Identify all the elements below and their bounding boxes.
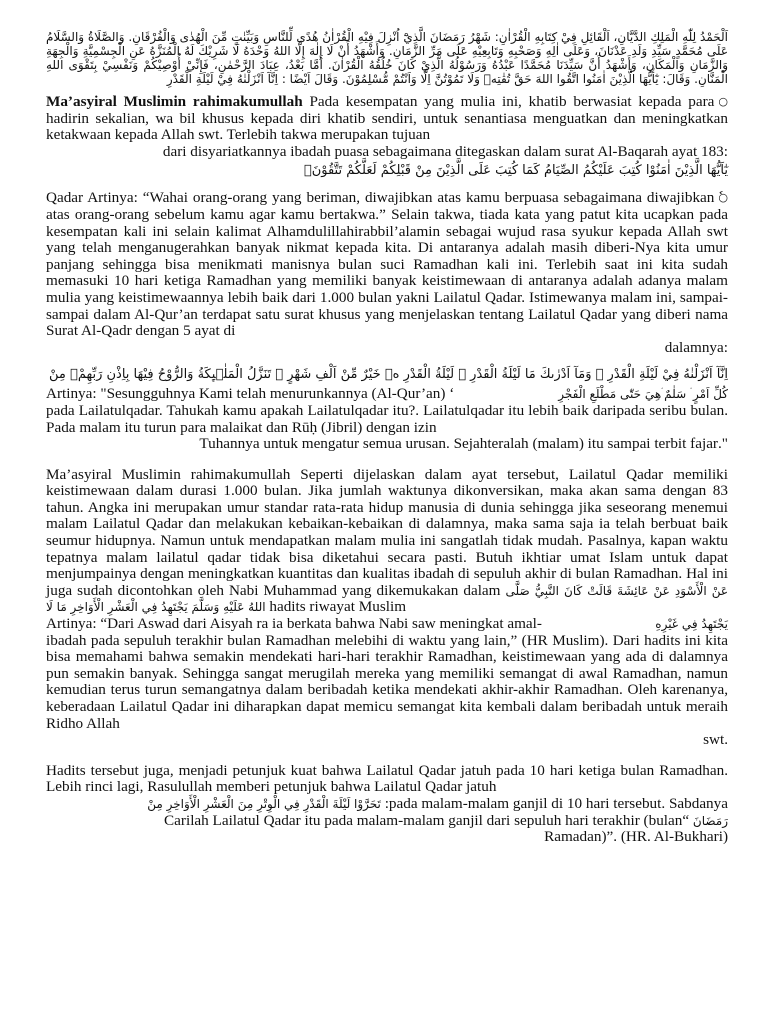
paragraph-last-line: Ramadan)”. (HR. Al-Bukhari)	[544, 828, 728, 846]
opening-arabic-text: اَلْحَمْدُ لِلّٰهِ الْمَلِكِ الدَّيَّانِ، اَلْقَائِلِ فِيْ كِتَابِهِ الْقُرْاٰنِ: شَهْرُ رَمَضَانَ الَّذِيْٓ اُنْزِلَ فِيْهِ الْقُرْاٰنُ هُدًى لِّلنَّاسِ وَبَيِّنٰتٍ مِّنَ الْهُدٰى وَالْفُرْقَانِ. وَالصَّلَاةُ وَالسَّلَامُ عَلَى مُحَمَّدٍ سَيِّدِ وَلَدِ عَدْنَانَ، وَعَلَى اٰلِهِ وَصَحْبِهِ وَتَابِعِيْهِ عَلَى مَرِّ الزَّمَانِ. وَأَشْهَدُ أَنْ لَا إِلٰهَ إِلَّا اللهُ وَحْدَهُ لَا شَرِيْكَ لَهُ الْمُنَزَّهُ عَنِ الْجِسْمِيَّةِ وَالْجِهَةِ وَالزَّمَانِ وَالْمَكَانِ، وَأَشْهَدُ أَنَّ سَيِّدَنَا مُحَمَّدًا عَبْدُهُ وَرَسُوْلُهُ الَّذِيْ كَانَ خُلُقُهُ الْقُرْاٰنَ. أَمَّا بَعْدُ، عِبَادَ الرَّحْمٰنِ، فَإِنِّيْ أُوْصِيْكُمْ وَنَفْسِيْ بِتَقْوَى اللهِ الْمَنَّانِ. وَقَالَ: يٰٓأَيُّهَا الَّذِيْنَ اٰمَنُوا اتَّقُوا اللهَ حَقَّ تُقٰتِهٖ وَلَا تَمُوْتُنَّ اِلَّا وَاَنْتُمْ مُّسْلِمُوْنَ. وَقَالَ اَيْضًا : اِنَّآ اَنْزَلْنٰهُ فِيْ لَيْلَةِ الْقَدْرِ	[46, 30, 728, 86]
paragraph-last-line: ".Tuhannya untuk mengatur semua urusan. Sejahteralah (malam) itu sampai terbit fajar	[199, 435, 728, 453]
paragraph-line-with-arabic	[46, 796, 728, 813]
paragraph-surah-translation	[46, 386, 728, 436]
paragraph-text: pada Lailatulqadar. Tahukah kamu apakah Lailatulqadar itu?. Lailatulqadar itu lebih baik daripada seribu bulan. Pada malam itu turun para malaikat dan Rūḥ (Jibril) dengan izin	[46, 401, 728, 436]
paragraph-text: Pada kesempatan yang mulia ini, khatib berwasiat kepada para hadirin sekalian, wa bil khusus kepada diri khatib sendiri, untuk senantiasa menguatkan dan meningkatkan ketakwaan kepada Allah swt. Terlebih takwa merupakan tujuan	[46, 93, 728, 144]
paragraph-last-line: :dari disyariatkannya ibadah puasa sebagaimana ditegaskan dalam surat Al-Baqarah ayat 183	[162, 142, 728, 160]
hadith-source-text: hadits riwayat Muslim	[269, 598, 407, 616]
paragraph-line-with-arabic	[46, 813, 728, 830]
hadith-arabic-tail: يَجْتَهِدُ فِي غَيْرِهِ	[655, 617, 728, 632]
hadith-translation-lead: Artinya: “Dari Aswad dari Aisyah ra ia berkata bahwa Nabi saw meningkat amal-	[46, 615, 542, 633]
ayah-al-baqarah-183: يٰٓاَيُّهَا الَّذِيْنَ اٰمَنُوْا كُتِبَ عَلَيْكُمُ الصِّيَامُ كَمَا كُتِبَ عَلَى الَّذِيْنَ مِنْ قَبْلِكُمْ لَعَلَّكُمْ تَتَّقُوْنَۙ	[303, 163, 728, 179]
paragraph-lead-bold: Ma’asyiral Muslimin rahimakumullah	[46, 93, 303, 110]
hadith-arabic-text: عَنْ الْأَسْوَدِ عَنْ عَائِشَةَ قَالَتْ كَانَ النَّبِيُّ صَلَّى اللهُ عَلَيْهِ وَسَلَّمَ يَجْتَهِدُ فِي الْعَشْرِ الْأَوَاخِرِ مَا لَا	[46, 583, 728, 615]
translation-lead: Artinya: "Sesungguhnya Kami telah menurunkannya (Al-Qur’an) ‘	[46, 385, 455, 403]
paragraph-last-line: :dalamnya	[664, 338, 728, 356]
bullet-marker: ○	[718, 95, 728, 108]
paragraph-text: Ma’asyiral Muslimin rahimakumullah Seperti dijelaskan dalam ayat tersebut, Lailatul Qadar memiliki keistimewaan dalam durasi 1.000 bulan. Jika jumlah waktunya dikonversikan, maka akan sama dengan 83 tahun. Angka ini merupakan umur standar rata-rata hidup manusia di dunia sehingga jika seseorang menemui malam Lailatul Qadar dan melakukan kebaikan-kebaikan di dalamnya, maka sama saja ia telah berbuat baik seumur hidupnya. Namun untuk mendapatkan malam mulia ini sangatlah tidak mudah. Pasalnya, kapan waktu tepatnya malam lailatul qadar tidak bisa diketahui secara pasti. Butuh ikhtiar umat Islam untuk dapat menjumpainya dengan meningkatkan kuantitas dan kualitas ibadah di sepuluh akhir di bulan Ramadhan. Hal ini juga sudah dicontohkan oleh Nabi Muhammad yang dikemukakan dalam	[46, 465, 728, 599]
hadith-bukhari-arabic: تَحَرَّوْا لَيْلَةَ الْقَدْرِ فِي الْوِتْرِ مِنَ الْعَشْرِ الْأَوَاخِرِ مِنْ	[147, 796, 381, 811]
paragraph-text: Qadar Artinya: “Wahai orang-orang yang beriman, diwajibkan atas kamu berpuasa sebagaimana diwajibkan atas orang-orang sebelum kamu agar kamu bertakwa.” Selain takwa, tiada kata yang patut kita ucapkan pada kesempatan kali ini selain kalimat Alhamdulillahirabbil’alamin sebagai wujud rasa syukur kepada Allah swt yang telah menganugerahkan banyak nikmat kepada kita. Di antaranya adalah masih diberi-Nya kita umur panjang sehingga bisa menikmati manisnya bulan suci Ramadhan kali ini. Terlebih saat ini kita sudah memasuki 10 hari ketiga Ramadhan yang memiliki banyak keistimewaan di antaranya adalah adanya malam mulia yang keistimewaannya lebih baik dari 1.000 bulan yakni Lailatul Qadar. Istimewanya malam ini, sampai-sampai dalam Al-Qur’an terdapat satu surat khusus yang menjelaskan tentang Lailatul Qadar yang diberi nama Surat Al-Qadr dengan 5 ayat di	[46, 189, 728, 340]
paragraph-qadar-intro	[46, 190, 728, 339]
paragraph-malam-ganjil	[46, 763, 728, 796]
bullet-marker: ○ٗ	[718, 191, 728, 205]
ramadhan-arabic-word: رَمَضَانَ	[692, 813, 728, 828]
paragraph-text: Hadits tersebut juga, menjadi petunjuk kuat bahwa Lailatul Qadar jatuh pada 10 hari ketiga bulan Ramadhan. Lebih rinci lagi, Rasulullah memberi petunjuk bahwa Lailatul Qadar jatuh	[46, 761, 728, 796]
paragraph-line-latin: Carilah Lailatul Qadar itu pada malam-malam ganjil dari sepuluh hari terakhir (bulan“	[164, 811, 690, 829]
paragraph-text-continued: ibadah pada sepuluh terakhir bulan Ramadhan melebihi di waktu yang lain,” (HR Muslim). Dari hadits ini kita bisa memahami bahwa semakin mendekati hari-hari terakhir Ramadhan, keistimewaan yang ada di dalamnya pun semakin banyak. Sehingga sangat merugilah mereka yang memiliki semangat di awal Ramadhan, namun kemudian terus turun semangatnya dalam beribadah ketika mendekati akhir-akhir Ramadhan. Oleh karenanya, keberadaan Lailatul Qadar ini diharapkan dapat memicu semangat kita kembali dalam beribadah untuk meraih Ridho Allah	[46, 631, 728, 732]
surah-al-qadr-arabic-tail: كُلِّ اَمْرٍ ۛ سَلٰمٌ ۛهِيَ حَتّٰى مَطْلَعِ الْفَجْرِ	[558, 387, 728, 402]
paragraph-last-line: .swt	[703, 731, 728, 749]
paragraph-line-latin: :pada malam-malam ganjil di 10 hari tersebut. Sabdanya	[384, 794, 728, 812]
paragraph-wasiat	[46, 94, 728, 144]
paragraph-keistimewaan	[46, 467, 728, 733]
surah-al-qadr-arabic: اِنَّآ اَنْزَلْنٰهُ فِيْ لَيْلَةِ الْقَدْرِ ۚ وَمَآ اَدْرٰىكَ مَا لَيْلَةُ الْقَدْرِ ۗ لَيْلَةُ الْقَدْرِ ەۙ خَيْرٌ مِّنْ اَلْفِ شَهْرٍ ۗ تَنَزَّلُ الْمَلٰۤىِٕكَةُ وَالرُّوْحُ فِيْهَا بِاِذْنِ رَبِّهِمْۚ مِنْ	[49, 367, 728, 383]
